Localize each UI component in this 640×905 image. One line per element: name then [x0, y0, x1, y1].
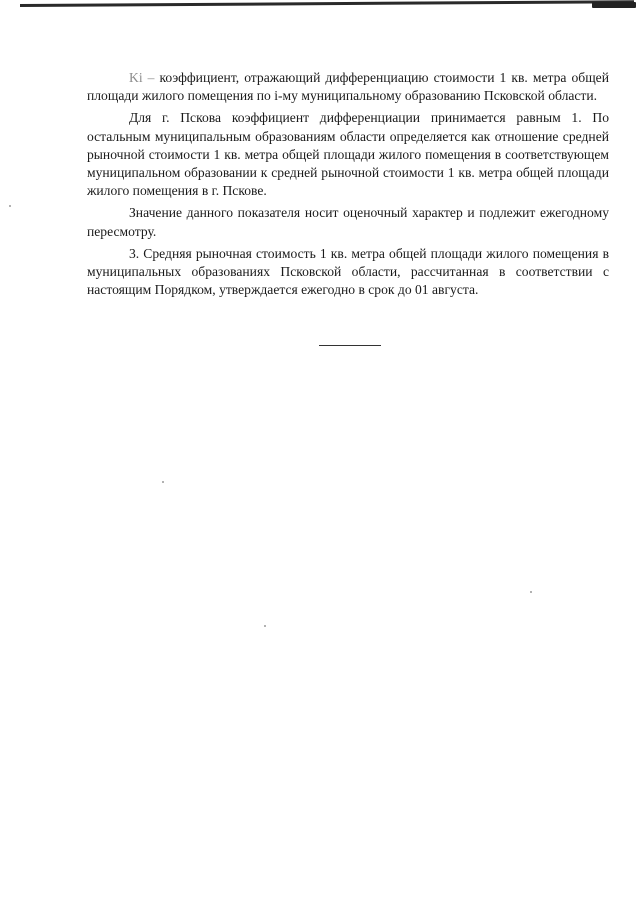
faded-symbol: Ki –: [129, 70, 160, 85]
paragraph-text: коэффициент, отражающий дифференциацию стоимости 1 кв. метра общей площади жилого помещения по i-му муниципальному образованию Псковской области.: [87, 70, 609, 104]
paragraph-text: Для г. Пскова коэффициент дифференциации принимается равным 1. По остальным муниципальным образованиям области определяется как отношение средней рыночной стоимости 1 кв. метра общей площади жилого помещения в соответствующем муниципальном образовании к средней рыночной стоимости 1 кв. метра общей площади жилого помещения в г. Пскове.: [87, 110, 609, 199]
paragraph-indicator-note: [87, 204, 609, 240]
paragraph-coefficient-definition: [87, 69, 609, 105]
scan-speck: [264, 625, 266, 627]
paragraph-text: 3. Средняя рыночная стоимость 1 кв. метра общей площади жилого помещения в муниципальных образованиях Псковской области, рассчитанная в соответствии с настоящим Порядком, утверждается ежегодно в срок до 01 августа.: [87, 245, 609, 298]
paragraph-item-3: [87, 245, 609, 300]
scan-speck: [530, 591, 532, 593]
scan-corner-mark: [592, 2, 636, 8]
scan-speck: [162, 481, 164, 483]
end-of-text-rule: [319, 345, 381, 346]
paragraph-pskov-coefficient: [87, 109, 609, 200]
scan-top-edge: [20, 0, 634, 7]
document-body: [87, 69, 609, 303]
scan-speck: [9, 205, 11, 207]
paragraph-text: Значение данного показателя носит оценочный характер и подлежит ежегодному пересмотру.: [87, 205, 609, 239]
